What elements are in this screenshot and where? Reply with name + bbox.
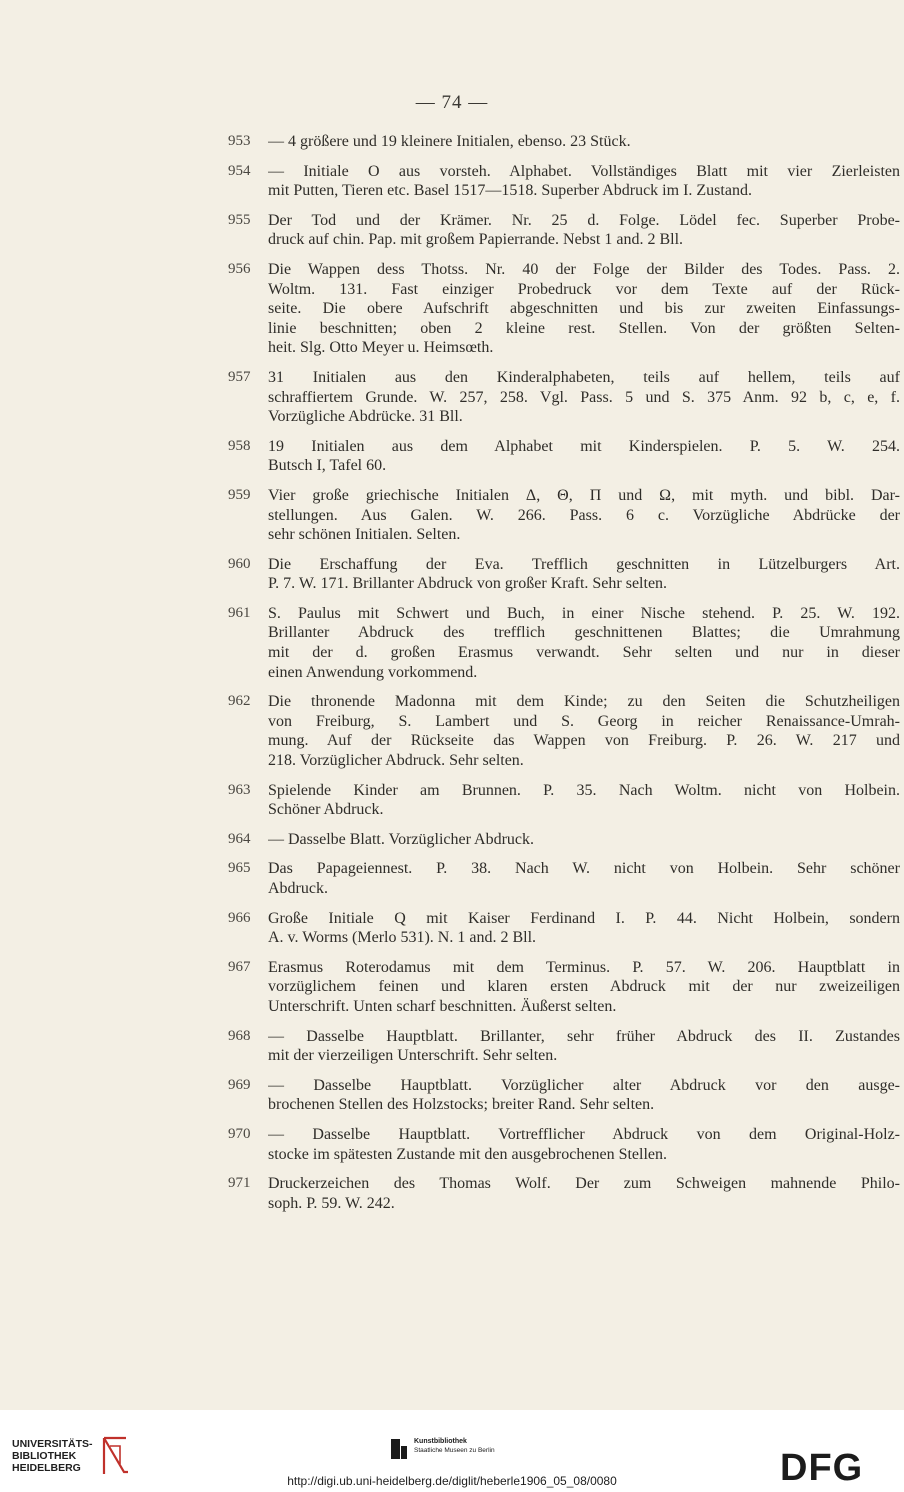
- entry-line: Brillanter Abdruck des trefflich geschnittenen Blattes; die Umrahmung: [268, 624, 900, 642]
- entry-line: sehr schönen Initialen. Selten.: [268, 526, 461, 544]
- entry-line: heit. Slg. Otto Meyer u. Heimsœth.: [268, 339, 494, 357]
- entry-line: S. Paulus mit Schwert und Buch, in einer Nische stehend. P. 25. W. 192.: [268, 604, 900, 622]
- entry-line: Butsch I, Tafel 60.: [268, 457, 387, 475]
- entry-description: [268, 437, 900, 476]
- entry-description: [268, 958, 900, 1017]
- entry-line: P. 7. W. 171. Brillanter Abdruck von großer Kraft. Sehr selten.: [268, 575, 668, 593]
- entry-number: 963: [228, 781, 251, 798]
- entry-description: [268, 1076, 900, 1115]
- entry-number: 954: [228, 162, 251, 179]
- entry-description: [268, 604, 900, 682]
- entry-number: 957: [228, 368, 251, 385]
- catalogue-entry: [228, 260, 900, 358]
- catalogue-entry: [228, 211, 900, 250]
- entry-line: Vier große griechische Initialen Δ, Θ, Π und Ω, mit myth. und bibl. Dar-: [268, 486, 900, 504]
- entry-line: Woltm. 131. Fast einziger Probedruck vor dem Texte auf der Rück-: [268, 280, 900, 298]
- entry-description: [268, 1027, 900, 1066]
- entry-number: 962: [228, 693, 251, 710]
- catalogue-entry: [228, 1174, 900, 1213]
- ub-line-1: UNIVERSITÄTS-: [12, 1438, 93, 1450]
- catalogue-entry: [228, 1027, 900, 1066]
- entry-line: A. v. Worms (Merlo 531). N. 1 and. 2 Bll.: [268, 929, 537, 947]
- entry-description: [268, 132, 900, 152]
- entry-line: mit der vierzeiligen Unterschrift. Sehr selten.: [268, 1047, 558, 1065]
- entry-line: Vorzügliche Abdrücke. 31 Bll.: [268, 408, 463, 426]
- entry-description: [268, 260, 900, 358]
- entry-line: — Dasselbe Blatt. Vorzüglicher Abdruck.: [268, 830, 535, 848]
- entry-number: 971: [228, 1175, 251, 1192]
- kb-subtitle: Staatliche Museen zu Berlin: [414, 1447, 495, 1454]
- entry-line: soph. P. 59. W. 242.: [268, 1194, 395, 1212]
- entry-description: [268, 555, 900, 594]
- catalogue-entry: [228, 132, 900, 152]
- viewer-footer: [0, 1410, 904, 1492]
- entry-description: [268, 781, 900, 820]
- entry-description: [268, 859, 900, 898]
- entry-number: 970: [228, 1125, 251, 1142]
- catalogue-entry: [228, 859, 900, 898]
- entry-line: stellungen. Aus Galen. W. 266. Pass. 6 c. Vorzügliche Abdrücke der: [268, 506, 900, 524]
- entry-line: stocke im spätesten Zustande mit den ausgebrochenen Stellen.: [268, 1145, 667, 1163]
- entry-line: Abdruck.: [268, 880, 328, 897]
- entry-line: druck auf chin. Pap. mit großem Papierrande. Nebst 1 and. 2 Bll.: [268, 231, 684, 249]
- entry-line: — Dasselbe Hauptblatt. Brillanter, sehr früher Abdruck des II. Zustandes: [268, 1027, 900, 1045]
- ub-line-3: HEIDELBERG: [12, 1462, 81, 1474]
- entry-line: Die Erschaffung der Eva. Trefflich geschnitten in Lützelburgers Art.: [268, 555, 900, 573]
- entry-number: 965: [228, 860, 251, 877]
- entry-line: einen Anwendung vorkommend.: [268, 663, 478, 681]
- entry-line: 19 Initialen aus dem Alphabet mit Kinderspielen. P. 5. W. 254.: [268, 437, 900, 455]
- catalogue-entry: [228, 437, 900, 476]
- entry-number: 956: [228, 260, 251, 277]
- catalogue-entry: [228, 1076, 900, 1115]
- entry-number: 969: [228, 1076, 251, 1093]
- entry-line: 218. Vorzüglicher Abdruck. Sehr selten.: [268, 752, 524, 770]
- entry-line: Erasmus Roterodamus mit dem Terminus. P. 57. W. 206. Hauptblatt in: [268, 958, 900, 976]
- entry-line: — 4 größere und 19 kleinere Initialen, ebenso. 23 Stück.: [268, 133, 631, 150]
- dfg-logo-text: DFG: [780, 1448, 864, 1484]
- entry-number: 967: [228, 958, 251, 975]
- catalogue-entry: [228, 830, 900, 850]
- university-library-name: [12, 1438, 93, 1474]
- entry-line: mit der d. großen Erasmus verwandt. Sehr selten und nur in dieser: [268, 644, 900, 662]
- entry-number: 953: [228, 133, 251, 149]
- entry-line: — Dasselbe Hauptblatt. Vorzüglicher alter Abdruck vor den ausge-: [268, 1076, 900, 1094]
- kunstbibliothek-mark-icon: [390, 1438, 408, 1460]
- kunstbibliothek-text: [414, 1437, 495, 1455]
- catalogue-entry: [228, 486, 900, 545]
- entry-description: [268, 368, 900, 427]
- entry-line: vorzüglichem feinen und klaren ersten Abdruck mit der nur zweizeiligen: [268, 978, 900, 996]
- entry-number: 961: [228, 604, 251, 621]
- catalogue-entry: [228, 162, 900, 201]
- catalogue-entry: [228, 692, 900, 770]
- entry-line: Das Papageiennest. P. 38. Nach W. nicht von Holbein. Sehr schöner: [268, 860, 900, 878]
- entry-number: 958: [228, 437, 251, 454]
- entry-line: schraffiertem Grunde. W. 257, 258. Vgl. Pass. 5 und S. 375 Anm. 92 b, c, e, f.: [268, 388, 900, 406]
- entry-description: [268, 162, 900, 201]
- entry-line: — Initiale O aus vorsteh. Alphabet. Vollständiges Blatt mit vier Zierleisten: [268, 162, 900, 180]
- entry-line: seite. Die obere Aufschrift abgeschnitten und bis zur zweiten Einfassungs-: [268, 300, 900, 318]
- entry-line: Die Wappen dess Thotss. Nr. 40 der Folge der Bilder des Todes. Pass. 2.: [268, 260, 900, 278]
- entry-line: brochenen Stellen des Holzstocks; breiter Rand. Sehr selten.: [268, 1096, 655, 1114]
- entry-line: Der Tod und der Krämer. Nr. 25 d. Folge. Lödel fec. Superber Probe-: [268, 211, 900, 229]
- entry-description: [268, 486, 900, 545]
- entry-line: — Dasselbe Hauptblatt. Vortrefflicher Abdruck von dem Original-Holz-: [268, 1125, 900, 1143]
- kb-title: Kunstbibliothek: [414, 1438, 467, 1445]
- entry-number: 968: [228, 1027, 251, 1044]
- permalink-url[interactable]: http://digi.ub.uni-heidelberg.de/diglit/heberle1906_05_08/0080: [287, 1474, 617, 1488]
- entry-description: [268, 211, 900, 250]
- ub-emblem-icon: [98, 1434, 132, 1478]
- entry-line: Schöner Abdruck.: [268, 801, 384, 819]
- kunstbibliothek-logo[interactable]: [390, 1436, 530, 1466]
- entry-number: 959: [228, 486, 251, 503]
- entry-number: 966: [228, 909, 251, 926]
- entry-line: 31 Initialen aus den Kinderalphabeten, teils auf hellem, teils auf: [268, 368, 900, 386]
- entry-description: [268, 692, 900, 770]
- catalogue-entries: [228, 132, 900, 1223]
- ub-line-2: BIBLIOTHEK: [12, 1450, 77, 1462]
- entry-description: [268, 830, 900, 850]
- entry-line: Spielende Kinder am Brunnen. P. 35. Nach Woltm. nicht von Holbein.: [268, 781, 900, 799]
- catalogue-entry: [228, 1125, 900, 1164]
- entry-number: 964: [228, 830, 251, 847]
- entry-description: [268, 1174, 900, 1213]
- catalogue-entry: [228, 781, 900, 820]
- entry-line: Unterschrift. Unten scharf beschnitten. Äußerst selten.: [268, 997, 617, 1015]
- entry-line: von Freiburg, S. Lambert und S. Georg in reicher Renaissance-Umrah-: [268, 712, 900, 730]
- entry-line: Die thronende Madonna mit dem Kinde; zu den Seiten die Schutzheiligen: [268, 693, 900, 711]
- entry-number: 960: [228, 555, 251, 572]
- catalogue-entry: [228, 909, 900, 948]
- entry-line: Große Initiale Q mit Kaiser Ferdinand I. P. 44. Nicht Holbein, sondern: [268, 909, 900, 927]
- entry-line: mung. Auf der Rückseite das Wappen von Freiburg. P. 26. W. 217 und: [268, 732, 900, 750]
- entry-number: 955: [228, 211, 251, 228]
- entry-line: Druckerzeichen des Thomas Wolf. Der zum Schweigen mahnende Philo-: [268, 1175, 900, 1193]
- page-number: — 74 —: [415, 92, 489, 113]
- entry-description: [268, 909, 900, 948]
- catalogue-entry: [228, 604, 900, 682]
- entry-description: [268, 1125, 900, 1164]
- catalogue-entry: [228, 958, 900, 1017]
- catalogue-entry: [228, 555, 900, 594]
- entry-line: linie beschnitten; oben 2 kleine rest. Stellen. Von der größten Selten-: [268, 319, 900, 337]
- catalogue-entry: [228, 368, 900, 427]
- entry-line: mit Putten, Tieren etc. Basel 1517—1518. Superber Abdruck im I. Zustand.: [268, 182, 752, 200]
